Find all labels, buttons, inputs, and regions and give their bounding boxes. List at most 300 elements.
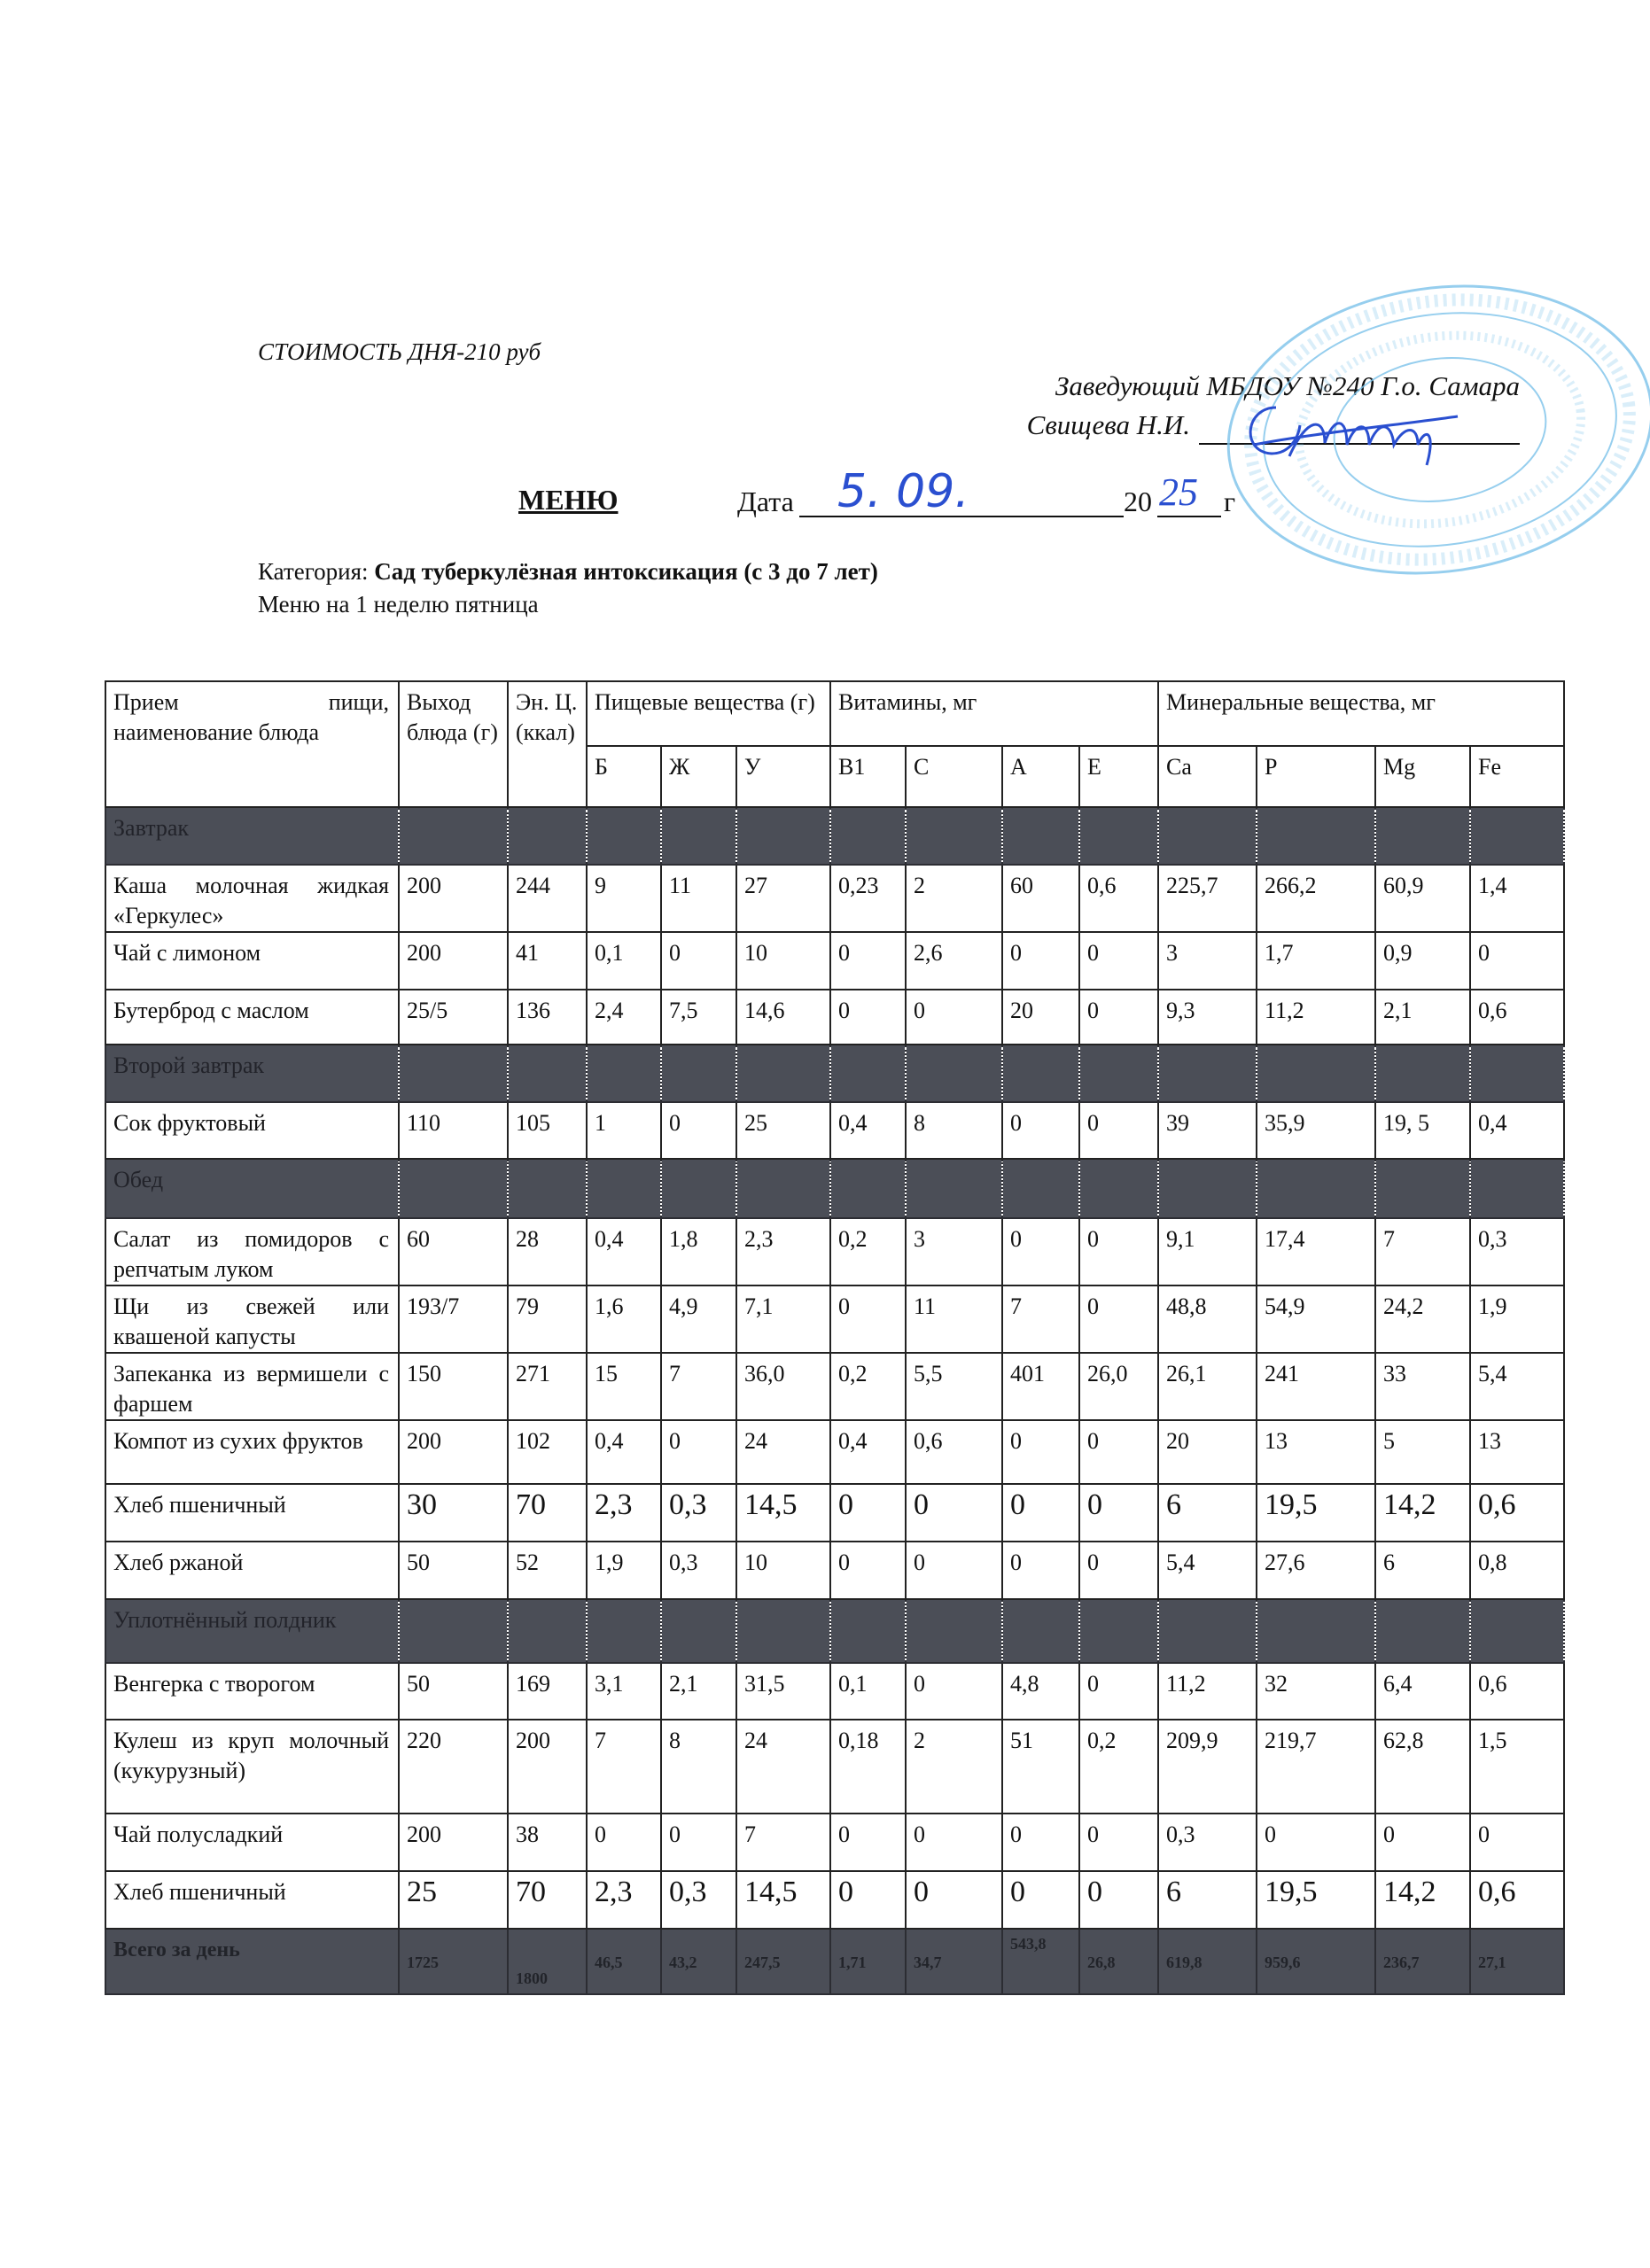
value-cell: 14,6	[736, 990, 830, 1045]
approval-title: Заведующий МБДОУ №240 Г.о. Самара	[1055, 370, 1520, 401]
table-row	[105, 932, 1564, 990]
subheader-5: А	[1002, 746, 1079, 807]
value-cell: 43,2	[661, 1929, 736, 1994]
value-cell: 70	[508, 1484, 587, 1542]
value-cell: 50	[399, 1542, 508, 1599]
empty-cell	[1375, 1159, 1470, 1218]
dish-name: Чай с лимоном	[105, 932, 399, 990]
value-cell: 0,4	[830, 1102, 906, 1159]
empty-cell	[1002, 1599, 1079, 1663]
value-cell: 25/5	[399, 990, 508, 1045]
value-cell: 70	[508, 1871, 587, 1929]
empty-cell	[1375, 807, 1470, 865]
value-cell: 0	[1079, 1218, 1158, 1285]
empty-cell	[1470, 1599, 1564, 1663]
empty-cell	[1257, 1599, 1375, 1663]
value-cell: 193/7	[399, 1285, 508, 1353]
value-cell: 36,0	[736, 1353, 830, 1420]
value-cell: 4,9	[661, 1285, 736, 1353]
value-cell: 26,0	[1079, 1353, 1158, 1420]
value-cell: 8	[661, 1720, 736, 1814]
value-cell: 2,1	[1375, 990, 1470, 1045]
value-cell: 0	[661, 1102, 736, 1159]
value-cell: 24	[736, 1720, 830, 1814]
value-cell: 0	[1079, 1663, 1158, 1720]
subheader-8: P	[1257, 746, 1375, 807]
category	[258, 558, 878, 586]
value-cell: 4,8	[1002, 1663, 1079, 1720]
value-cell: 200	[399, 865, 508, 932]
value-cell: 0,4	[587, 1420, 661, 1484]
total-row	[105, 1929, 1564, 1994]
value-cell: 14,5	[736, 1871, 830, 1929]
value-cell: 0	[1079, 1814, 1158, 1871]
empty-cell	[1158, 1159, 1257, 1218]
empty-cell	[906, 1159, 1002, 1218]
value-cell: 0	[906, 990, 1002, 1045]
value-cell: 7	[1375, 1218, 1470, 1285]
value-cell: 20	[1002, 990, 1079, 1045]
value-cell: 0	[1002, 1218, 1079, 1285]
value-cell: 60,9	[1375, 865, 1470, 932]
table-row	[105, 1720, 1564, 1814]
value-cell: 79	[508, 1285, 587, 1353]
dish-name: Хлеб ржаной	[105, 1542, 399, 1599]
header-minerals: Минеральные вещества, мг	[1158, 681, 1564, 746]
value-cell: 0,6	[1470, 1663, 1564, 1720]
value-cell: 2,3	[587, 1484, 661, 1542]
header-yield: Выход блюда (г)	[399, 681, 508, 807]
value-cell: 2,4	[587, 990, 661, 1045]
value-cell: 27,6	[1257, 1542, 1375, 1599]
value-cell: 13	[1257, 1420, 1375, 1484]
empty-cell	[1375, 1045, 1470, 1102]
value-cell: 48,8	[1158, 1285, 1257, 1353]
empty-cell	[830, 1159, 906, 1218]
approver-name: Свищева Н.И.	[1026, 409, 1190, 440]
value-cell: 0	[830, 1871, 906, 1929]
value-cell: 19,5	[1257, 1484, 1375, 1542]
value-cell: 0,6	[1470, 1484, 1564, 1542]
value-cell: 0,18	[830, 1720, 906, 1814]
year-prefix: 20	[1124, 485, 1152, 517]
value-cell: 0,1	[587, 932, 661, 990]
value-cell: 150	[399, 1353, 508, 1420]
date-label: Дата	[737, 485, 794, 517]
menu-table	[105, 680, 1565, 1995]
dish-name: Щи из свежей или квашеной капусты	[105, 1285, 399, 1353]
value-cell: 2	[906, 865, 1002, 932]
year-line	[1157, 516, 1221, 517]
value-cell: 1800	[508, 1929, 587, 1994]
empty-cell	[661, 1599, 736, 1663]
value-cell: 0,6	[1079, 865, 1158, 932]
value-cell: 0	[1002, 1871, 1079, 1929]
header-nutrients: Пищевые вещества (г)	[587, 681, 830, 746]
value-cell: 26,1	[1158, 1353, 1257, 1420]
value-cell: 0	[830, 990, 906, 1045]
value-cell: 0	[906, 1663, 1002, 1720]
value-cell: 0,4	[1470, 1102, 1564, 1159]
value-cell: 5	[1375, 1420, 1470, 1484]
subheader-1: Ж	[661, 746, 736, 807]
value-cell: 11,2	[1158, 1663, 1257, 1720]
section-row	[105, 807, 1564, 865]
value-cell: 3,1	[587, 1663, 661, 1720]
empty-cell	[1257, 807, 1375, 865]
empty-cell	[1002, 1159, 1079, 1218]
value-cell: 15	[587, 1353, 661, 1420]
table-row	[105, 1218, 1564, 1285]
subheader-7: Ca	[1158, 746, 1257, 807]
value-cell: 11,2	[1257, 990, 1375, 1045]
value-cell: 0	[1002, 1102, 1079, 1159]
value-cell: 219,7	[1257, 1720, 1375, 1814]
value-cell: 0	[1002, 1814, 1079, 1871]
value-cell: 1,7	[1257, 932, 1375, 990]
value-cell: 959,6	[1257, 1929, 1375, 1994]
empty-cell	[1257, 1159, 1375, 1218]
value-cell: 1,71	[830, 1929, 906, 1994]
value-cell: 0	[1079, 932, 1158, 990]
table-row	[105, 1353, 1564, 1420]
value-cell: 0	[1079, 1420, 1158, 1484]
empty-cell	[906, 807, 1002, 865]
value-cell: 0,1	[830, 1663, 906, 1720]
value-cell: 7	[661, 1353, 736, 1420]
date-handwritten: 5. 09.	[837, 465, 969, 518]
value-cell: 244	[508, 865, 587, 932]
empty-cell	[906, 1599, 1002, 1663]
value-cell: 14,5	[736, 1484, 830, 1542]
empty-cell	[661, 1159, 736, 1218]
value-cell: 7,5	[661, 990, 736, 1045]
value-cell: 0	[661, 1814, 736, 1871]
empty-cell	[508, 1045, 587, 1102]
section-name: Уплотнённый полдник	[105, 1599, 399, 1663]
value-cell: 19, 5	[1375, 1102, 1470, 1159]
value-cell: 11	[906, 1285, 1002, 1353]
value-cell: 60	[399, 1218, 508, 1285]
empty-cell	[399, 1045, 508, 1102]
subheader-10: Fe	[1470, 746, 1564, 807]
empty-cell	[1158, 1045, 1257, 1102]
value-cell: 0	[1079, 1542, 1158, 1599]
empty-cell	[587, 1599, 661, 1663]
day-cost: СТОИМОСТЬ ДНЯ-210 руб	[258, 338, 541, 365]
value-cell: 0,3	[661, 1542, 736, 1599]
section-name: Второй завтрак	[105, 1045, 399, 1102]
value-cell: 0,4	[830, 1420, 906, 1484]
section-row	[105, 1159, 1564, 1218]
value-cell: 169	[508, 1663, 587, 1720]
empty-cell	[1079, 1599, 1158, 1663]
value-cell: 200	[508, 1720, 587, 1814]
value-cell: 31,5	[736, 1663, 830, 1720]
value-cell: 14,2	[1375, 1484, 1470, 1542]
value-cell: 25	[736, 1102, 830, 1159]
value-cell: 38	[508, 1814, 587, 1871]
value-cell: 0,8	[1470, 1542, 1564, 1599]
dish-name: Хлеб пшеничный	[105, 1484, 399, 1542]
empty-cell	[1079, 807, 1158, 865]
year-suffix: г	[1224, 485, 1236, 517]
value-cell: 0	[906, 1871, 1002, 1929]
dish-name: Венгерка с творогом	[105, 1663, 399, 1720]
empty-cell	[587, 1045, 661, 1102]
value-cell: 220	[399, 1720, 508, 1814]
value-cell: 32	[1257, 1663, 1375, 1720]
value-cell: 19,5	[1257, 1871, 1375, 1929]
value-cell: 0	[906, 1814, 1002, 1871]
value-cell: 2,6	[906, 932, 1002, 990]
value-cell: 2,1	[661, 1663, 736, 1720]
value-cell: 0	[830, 1484, 906, 1542]
value-cell: 1,9	[1470, 1285, 1564, 1353]
value-cell: 0,3	[661, 1871, 736, 1929]
value-cell: 27	[736, 865, 830, 932]
value-cell: 110	[399, 1102, 508, 1159]
table-row	[105, 1814, 1564, 1871]
empty-cell	[1158, 807, 1257, 865]
value-cell: 52	[508, 1542, 587, 1599]
dish-name: Хлеб пшеничный	[105, 1871, 399, 1929]
value-cell: 7	[736, 1814, 830, 1871]
value-cell: 0	[906, 1484, 1002, 1542]
empty-cell	[736, 1045, 830, 1102]
value-cell: 34,7	[906, 1929, 1002, 1994]
header-energy: Эн. Ц. (ккал)	[508, 681, 587, 807]
value-cell: 241	[1257, 1353, 1375, 1420]
value-cell: 200	[399, 1420, 508, 1484]
value-cell: 24	[736, 1420, 830, 1484]
empty-cell	[1002, 1045, 1079, 1102]
value-cell: 7	[587, 1720, 661, 1814]
value-cell: 1,9	[587, 1542, 661, 1599]
value-cell: 1	[587, 1102, 661, 1159]
value-cell: 6	[1158, 1871, 1257, 1929]
value-cell: 0	[1002, 1484, 1079, 1542]
value-cell: 0,4	[587, 1218, 661, 1285]
value-cell: 9,1	[1158, 1218, 1257, 1285]
header-dish: Прием пищи, наименование блюда	[105, 681, 399, 807]
empty-cell	[1470, 1045, 1564, 1102]
value-cell: 271	[508, 1353, 587, 1420]
dish-name: Всего за день	[105, 1929, 399, 1994]
section-name: Завтрак	[105, 807, 399, 865]
value-cell: 200	[399, 1814, 508, 1871]
value-cell: 10	[736, 932, 830, 990]
value-cell: 136	[508, 990, 587, 1045]
value-cell: 236,7	[1375, 1929, 1470, 1994]
value-cell: 1,8	[661, 1218, 736, 1285]
category-value: Сад туберкулёзная интоксикация (с 3 до 7 лет)	[374, 558, 878, 585]
value-cell: 0	[661, 1420, 736, 1484]
dish-name: Каша молочная жидкая «Геркулес»	[105, 865, 399, 932]
value-cell: 0,6	[1470, 1871, 1564, 1929]
value-cell: 0	[830, 1542, 906, 1599]
category-label: Категория:	[258, 558, 369, 585]
empty-cell	[906, 1045, 1002, 1102]
empty-cell	[1257, 1045, 1375, 1102]
dish-name: Запеканка из вермишели с фаршем	[105, 1353, 399, 1420]
value-cell: 5,5	[906, 1353, 1002, 1420]
value-cell: 54,9	[1257, 1285, 1375, 1353]
value-cell: 7,1	[736, 1285, 830, 1353]
value-cell: 0,9	[1375, 932, 1470, 990]
empty-cell	[1470, 1159, 1564, 1218]
dish-name: Салат из помидоров с репчатым луком	[105, 1218, 399, 1285]
value-cell: 0	[1079, 990, 1158, 1045]
value-cell: 1,5	[1470, 1720, 1564, 1814]
value-cell: 401	[1002, 1353, 1079, 1420]
value-cell: 0	[830, 1285, 906, 1353]
table-row	[105, 990, 1564, 1045]
empty-cell	[587, 1159, 661, 1218]
value-cell: 1,4	[1470, 865, 1564, 932]
value-cell: 26,8	[1079, 1929, 1158, 1994]
empty-cell	[508, 1599, 587, 1663]
value-cell: 41	[508, 932, 587, 990]
table-row	[105, 1102, 1564, 1159]
header-vitamins: Витамины, мг	[830, 681, 1158, 746]
value-cell: 0	[587, 1814, 661, 1871]
empty-cell	[508, 1159, 587, 1218]
value-cell: 0	[1002, 1542, 1079, 1599]
value-cell: 27,1	[1470, 1929, 1564, 1994]
value-cell: 0,2	[830, 1218, 906, 1285]
empty-cell	[399, 807, 508, 865]
value-cell: 1725	[399, 1929, 508, 1994]
value-cell: 14,2	[1375, 1871, 1470, 1929]
empty-cell	[1375, 1599, 1470, 1663]
signature	[1236, 390, 1467, 470]
value-cell: 35,9	[1257, 1102, 1375, 1159]
section-name: Обед	[105, 1159, 399, 1218]
value-cell: 0,23	[830, 865, 906, 932]
value-cell: 13	[1470, 1420, 1564, 1484]
value-cell: 30	[399, 1484, 508, 1542]
value-cell: 17,4	[1257, 1218, 1375, 1285]
value-cell: 6	[1375, 1542, 1470, 1599]
value-cell: 39	[1158, 1102, 1257, 1159]
value-cell: 0	[830, 1814, 906, 1871]
value-cell: 9,3	[1158, 990, 1257, 1045]
dish-name: Компот из сухих фруктов	[105, 1420, 399, 1484]
subheader-2: У	[736, 746, 830, 807]
value-cell: 0,2	[1079, 1720, 1158, 1814]
empty-cell	[736, 807, 830, 865]
table-row	[105, 865, 1564, 932]
value-cell: 25	[399, 1871, 508, 1929]
table-row	[105, 1871, 1564, 1929]
value-cell: 0,6	[906, 1420, 1002, 1484]
empty-cell	[830, 1599, 906, 1663]
value-cell: 0	[1079, 1102, 1158, 1159]
subheader-6: Е	[1079, 746, 1158, 807]
empty-cell	[830, 807, 906, 865]
value-cell: 20	[1158, 1420, 1257, 1484]
value-cell: 0	[906, 1542, 1002, 1599]
value-cell: 0	[661, 932, 736, 990]
subheader-9: Mg	[1375, 746, 1470, 807]
dish-name: Чай полусладкий	[105, 1814, 399, 1871]
menu-title: МЕНЮ	[518, 484, 619, 516]
value-cell: 0	[1002, 932, 1079, 990]
value-cell: 200	[399, 932, 508, 990]
empty-cell	[1470, 807, 1564, 865]
header-row	[105, 681, 1564, 746]
empty-cell	[736, 1159, 830, 1218]
dish-name: Сок фруктовый	[105, 1102, 399, 1159]
empty-cell	[508, 807, 587, 865]
value-cell: 0	[1470, 1814, 1564, 1871]
value-cell: 2,3	[736, 1218, 830, 1285]
value-cell: 0	[1002, 1420, 1079, 1484]
value-cell: 0	[1079, 1871, 1158, 1929]
empty-cell	[1079, 1045, 1158, 1102]
value-cell: 0,3	[1470, 1218, 1564, 1285]
value-cell: 0	[1257, 1814, 1375, 1871]
value-cell: 28	[508, 1218, 587, 1285]
empty-cell	[1079, 1159, 1158, 1218]
table-row	[105, 1542, 1564, 1599]
value-cell: 619,8	[1158, 1929, 1257, 1994]
value-cell: 0,3	[661, 1484, 736, 1542]
value-cell: 50	[399, 1663, 508, 1720]
value-cell: 209,9	[1158, 1720, 1257, 1814]
value-cell: 6	[1158, 1484, 1257, 1542]
value-cell: 51	[1002, 1720, 1079, 1814]
value-cell: 62,8	[1375, 1720, 1470, 1814]
subheader-0: Б	[587, 746, 661, 807]
value-cell: 0	[1470, 932, 1564, 990]
value-cell: 3	[1158, 932, 1257, 990]
value-cell: 1,6	[587, 1285, 661, 1353]
value-cell: 2,3	[587, 1871, 661, 1929]
empty-cell	[661, 807, 736, 865]
empty-cell	[399, 1159, 508, 1218]
value-cell: 46,5	[587, 1929, 661, 1994]
year-handwritten: 25	[1159, 470, 1198, 514]
value-cell: 0	[1375, 1814, 1470, 1871]
empty-cell	[399, 1599, 508, 1663]
table-row	[105, 1663, 1564, 1720]
value-cell: 266,2	[1257, 865, 1375, 932]
empty-cell	[1002, 807, 1079, 865]
value-cell: 247,5	[736, 1929, 830, 1994]
value-cell: 2	[906, 1720, 1002, 1814]
value-cell: 5,4	[1158, 1542, 1257, 1599]
value-cell: 11	[661, 865, 736, 932]
table-row	[105, 1484, 1564, 1542]
subheader-3: В1	[830, 746, 906, 807]
value-cell: 543,8	[1002, 1929, 1079, 1994]
empty-cell	[1158, 1599, 1257, 1663]
value-cell: 33	[1375, 1353, 1470, 1420]
value-cell: 225,7	[1158, 865, 1257, 932]
value-cell: 105	[508, 1102, 587, 1159]
value-cell: 5,4	[1470, 1353, 1564, 1420]
dish-name: Бутерброд с маслом	[105, 990, 399, 1045]
value-cell: 0,2	[830, 1353, 906, 1420]
value-cell: 0,3	[1158, 1814, 1257, 1871]
value-cell: 7	[1002, 1285, 1079, 1353]
empty-cell	[830, 1045, 906, 1102]
section-row	[105, 1599, 1564, 1663]
value-cell: 60	[1002, 865, 1079, 932]
value-cell: 10	[736, 1542, 830, 1599]
